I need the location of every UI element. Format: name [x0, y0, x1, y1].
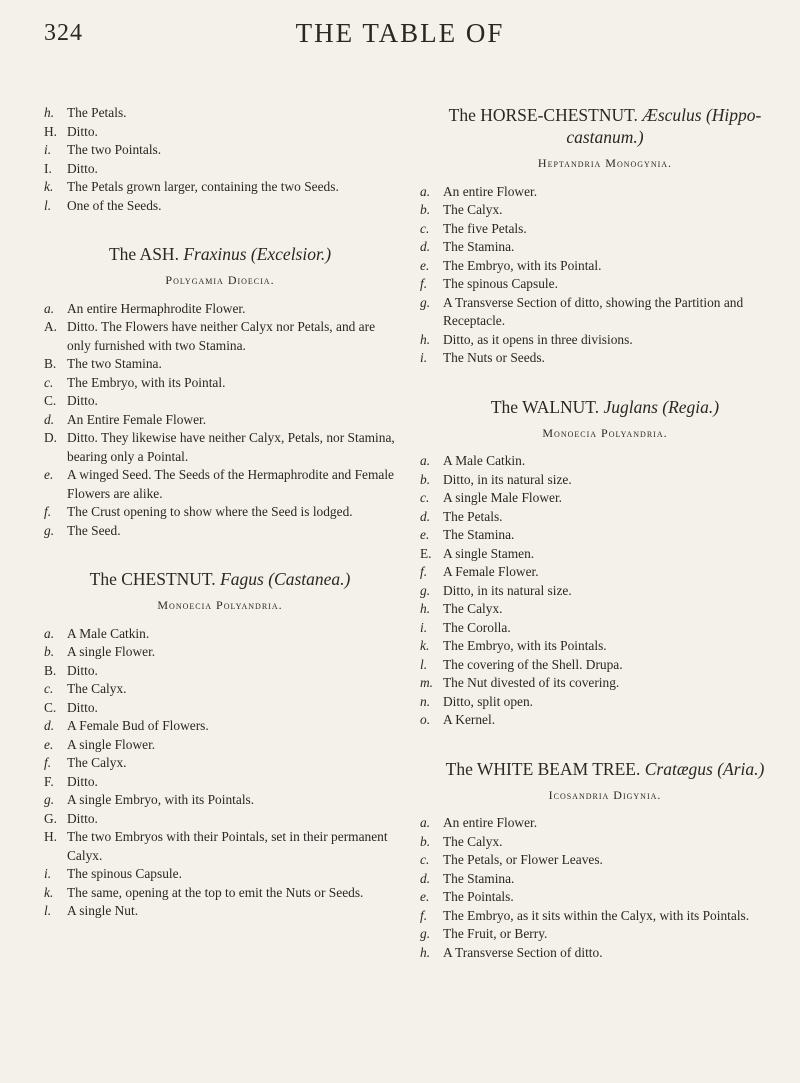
- entry-key: i.: [44, 866, 52, 881]
- entry-text: The Stamina.: [443, 239, 515, 254]
- entry-text: The Corolla.: [443, 619, 511, 635]
- list-item: [44, 178, 396, 197]
- list-item: [44, 466, 396, 503]
- entry-key: h.: [420, 331, 431, 347]
- entry-key: m.: [420, 675, 434, 690]
- entry-key: d.: [44, 411, 55, 427]
- entry-text: The Stamina.: [443, 870, 515, 886]
- entry-text: The Nut divested of its covering.: [443, 675, 620, 690]
- entry-text: A Female Bud of Flowers.: [67, 718, 209, 733]
- list-item: [420, 563, 790, 582]
- ash-latin: Fraxinus (Excelsior.): [183, 244, 332, 264]
- list-item: [420, 294, 790, 331]
- list-item: [44, 736, 396, 755]
- section-title-white-beam: [420, 758, 790, 780]
- entry-text: Ditto, as it opens in three divisions.: [443, 331, 633, 347]
- entry-key: h.: [44, 105, 55, 120]
- entry-text: A Female Flower.: [443, 564, 539, 579]
- whitebeam-latin: Cratægus (Aria.): [644, 758, 765, 779]
- section-title-chestnut: [44, 568, 396, 590]
- entry-text: The Crust opening to show where the Seed is lodged.: [67, 504, 353, 519]
- list-item: [44, 625, 396, 644]
- entry-key: k.: [44, 884, 54, 900]
- entry-text: The Nuts or Seeds.: [443, 350, 545, 365]
- entry-key: C.: [44, 393, 57, 408]
- chestnut-latin: Fagus (Castanea.): [220, 569, 351, 589]
- list-item: [420, 183, 790, 202]
- entry-key: a.: [420, 815, 431, 830]
- horse-latin: Æsculus (Hippo-castanum.): [566, 105, 762, 147]
- entry-key: e.: [44, 467, 54, 482]
- ash-class: Polygamia Dioecia.: [165, 273, 275, 287]
- entry-key: b.: [420, 471, 431, 487]
- entry-text: The Petals.: [443, 508, 503, 524]
- section-title-walnut: [420, 396, 790, 418]
- list-item: [420, 674, 790, 693]
- list-item: [420, 833, 790, 852]
- list-item: [420, 257, 790, 276]
- list-item: [44, 643, 396, 662]
- entry-text: The Petals grown larger, containing the two Seeds.: [67, 179, 339, 194]
- entry-key: c.: [420, 490, 430, 505]
- entry-text: A single Flower.: [67, 736, 156, 752]
- entry-text: The two Embryos with their Pointals, set in their permanent Calyx.: [67, 829, 388, 863]
- list-item: [44, 197, 396, 216]
- entry-key: g.: [420, 294, 431, 310]
- entry-key: H.: [44, 829, 58, 844]
- list-item: [420, 201, 790, 220]
- list-item: [420, 851, 790, 870]
- entry-key: c.: [420, 852, 430, 867]
- running-head: THE TABLE OF: [295, 18, 505, 48]
- entry-text: Ditto.: [67, 773, 98, 789]
- list-item: [44, 902, 396, 921]
- entry-key: b.: [420, 833, 431, 849]
- list-item: [420, 349, 790, 368]
- entry-key: i.: [420, 350, 428, 365]
- entry-key: f.: [420, 907, 428, 923]
- list-item: [420, 508, 790, 527]
- list-item: [420, 275, 790, 294]
- entry-key: l.: [420, 656, 428, 672]
- entry-text: Ditto. The Flowers have neither Calyx nor Petals, and are only furnished with two Stamina.: [67, 319, 376, 353]
- entry-key: B.: [44, 662, 57, 678]
- entry-text: The Embryo, as it sits within the Calyx, with its Pointals.: [443, 907, 750, 923]
- list-item: [420, 711, 790, 730]
- entry-key: D.: [44, 430, 58, 445]
- walnut-class: Monoecia Polyandria.: [542, 425, 668, 440]
- entry-key: i.: [44, 142, 52, 157]
- list-item: [420, 656, 790, 675]
- entry-text: The Embryo, with its Pointal.: [443, 257, 602, 273]
- entry-text: Ditto.: [67, 160, 98, 176]
- list-item: [420, 526, 790, 545]
- entry-text: A single Male Flower.: [443, 490, 563, 505]
- entry-text: The Seed.: [67, 522, 121, 538]
- entry-text: An entire Flower.: [443, 815, 538, 830]
- list-item: [44, 392, 396, 411]
- list-item: [44, 411, 396, 430]
- list-item: [420, 814, 790, 833]
- entry-key: e.: [420, 257, 430, 273]
- entry-key: H.: [44, 123, 58, 139]
- list-item: [44, 522, 396, 541]
- ash-list: [44, 300, 396, 541]
- entry-key: f.: [420, 276, 428, 291]
- entry-text: A Kernel.: [443, 712, 496, 727]
- chestnut-class: Monoecia Polyandria.: [157, 598, 283, 612]
- entry-key: n.: [420, 693, 431, 709]
- entry-key: d.: [44, 718, 55, 733]
- entry-key: h.: [420, 944, 431, 960]
- whitebeam-name: The WHITE BEAM TREE.: [445, 758, 641, 779]
- walnut-list: [420, 452, 790, 730]
- entry-text: The covering of the Shell. Drupa.: [443, 656, 623, 672]
- entry-key: e.: [420, 527, 430, 542]
- list-item: [44, 503, 396, 522]
- right-column: [420, 104, 790, 962]
- list-item: [420, 220, 790, 239]
- list-item: [44, 318, 396, 355]
- list-item: [44, 374, 396, 393]
- list-item: [420, 545, 790, 564]
- chestnut-list: [44, 625, 396, 921]
- list-item: [44, 884, 396, 903]
- entry-key: k.: [420, 638, 430, 653]
- entry-text: The two Stamina.: [67, 356, 162, 371]
- list-item: [420, 452, 790, 471]
- walnut-name: The WALNUT.: [490, 396, 600, 417]
- list-item: [420, 489, 790, 508]
- list-item: [420, 238, 790, 257]
- entry-text: The Calyx.: [67, 681, 127, 696]
- entry-text: Ditto.: [67, 123, 98, 139]
- entry-key: g.: [44, 522, 55, 538]
- entry-text: Ditto. They likewise have neither Calyx, Petals, nor Stamina, bearing only a Pointal.: [67, 430, 395, 464]
- entry-key: d.: [420, 239, 431, 254]
- entry-key: g.: [420, 926, 431, 941]
- entry-text: A single Nut.: [67, 903, 139, 918]
- entry-key: d.: [420, 508, 431, 524]
- list-item: [44, 123, 396, 142]
- list-item: [420, 944, 790, 963]
- entry-text: The Fruit, or Berry.: [443, 926, 548, 941]
- list-item: [44, 828, 396, 865]
- entry-text: A single Stamen.: [443, 545, 535, 561]
- list-item: [44, 717, 396, 736]
- entry-text: The Calyx.: [443, 833, 503, 849]
- entry-text: A winged Seed. The Seeds of the Hermaphrodite and Female Flowers are alike.: [67, 467, 394, 501]
- entry-text: A Male Catkin.: [443, 453, 526, 468]
- list-item: [44, 355, 396, 374]
- list-item: [44, 791, 396, 810]
- list-item: [44, 810, 396, 829]
- list-item: [44, 865, 396, 884]
- entry-text: A single Embryo, with its Pointals.: [67, 792, 255, 807]
- entry-key: I.: [44, 160, 52, 176]
- intro-list: [44, 104, 396, 215]
- entry-text: The spinous Capsule.: [67, 866, 182, 881]
- list-item: [44, 699, 396, 718]
- entry-text: The Embryo, with its Pointal.: [67, 374, 226, 390]
- entry-key: G.: [44, 810, 58, 826]
- list-item: [44, 160, 396, 179]
- entry-text: An entire Flower.: [443, 183, 538, 199]
- list-item: [44, 680, 396, 699]
- entry-key: l.: [44, 903, 52, 918]
- entry-text: The Calyx.: [67, 755, 127, 770]
- list-item: [44, 300, 396, 319]
- list-item: [420, 471, 790, 490]
- entry-text: Ditto, split open.: [443, 693, 534, 709]
- entry-text: A Transverse Section of ditto, showing the Partition and Receptacle.: [443, 294, 744, 328]
- entry-key: l.: [44, 197, 52, 213]
- entry-key: B.: [44, 356, 57, 371]
- entry-key: a.: [44, 625, 55, 641]
- entry-text: Ditto.: [67, 699, 98, 715]
- entry-text: Ditto.: [67, 393, 98, 408]
- entry-key: b.: [44, 644, 55, 659]
- whitebeam-list: [420, 814, 790, 962]
- entry-key: a.: [44, 300, 55, 316]
- list-item: [44, 662, 396, 681]
- list-item: [44, 429, 396, 466]
- entry-key: g.: [420, 582, 431, 598]
- list-item: [44, 754, 396, 773]
- entry-key: e.: [420, 889, 430, 904]
- list-item: [420, 619, 790, 638]
- entry-key: h.: [420, 601, 431, 616]
- entry-key: g.: [44, 792, 55, 807]
- entry-text: The five Petals.: [443, 220, 527, 236]
- entry-text: The Calyx.: [443, 202, 503, 217]
- page-number: 324: [44, 20, 83, 46]
- entry-key: a.: [420, 183, 431, 199]
- entry-text: One of the Seeds.: [67, 197, 162, 213]
- entry-key: c.: [44, 374, 54, 390]
- list-item: [44, 773, 396, 792]
- entry-text: Ditto.: [67, 810, 98, 826]
- horse-name: The HORSE-CHESTNUT.: [448, 105, 638, 125]
- list-item: [420, 331, 790, 350]
- entry-key: f.: [420, 564, 428, 579]
- entry-key: a.: [420, 453, 431, 468]
- entry-text: A Male Catkin.: [67, 625, 150, 641]
- entry-key: d.: [420, 870, 431, 886]
- whitebeam-class: Icosandria Digynia.: [548, 787, 662, 802]
- entry-key: b.: [420, 202, 431, 217]
- entry-text: The Petals.: [67, 105, 127, 120]
- list-item: [420, 888, 790, 907]
- entry-text: The Pointals.: [443, 889, 514, 904]
- list-item: [420, 600, 790, 619]
- horse-list: [420, 183, 790, 368]
- entry-key: E.: [420, 545, 432, 561]
- entry-text: Ditto.: [67, 662, 98, 678]
- entry-key: i.: [420, 619, 428, 635]
- entry-key: k.: [44, 179, 54, 194]
- entry-key: F.: [44, 773, 54, 789]
- entry-text: A Transverse Section of ditto.: [443, 944, 603, 960]
- list-item: [44, 104, 396, 123]
- list-item: [420, 693, 790, 712]
- horse-class: Heptandria Monogynia.: [537, 156, 673, 170]
- entry-text: A single Flower.: [67, 644, 156, 659]
- entry-text: The Stamina.: [443, 527, 515, 542]
- walnut-latin: Juglans (Regia.): [603, 396, 720, 417]
- entry-key: A.: [44, 319, 58, 334]
- left-column: [44, 104, 396, 921]
- entry-key: f.: [44, 755, 52, 770]
- entry-key: e.: [44, 736, 54, 752]
- entry-text: Ditto, in its natural size.: [443, 471, 572, 487]
- entry-text: The Embryo, with its Pointals.: [443, 638, 607, 653]
- entry-text: The two Pointals.: [67, 142, 162, 157]
- entry-key: o.: [420, 712, 431, 727]
- section-title-horse-chestnut: [420, 104, 790, 148]
- entry-text: The Petals, or Flower Leaves.: [443, 852, 603, 867]
- list-item: [420, 637, 790, 656]
- section-title-ash: [44, 243, 396, 265]
- list-item: [420, 907, 790, 926]
- entry-key: f.: [44, 504, 52, 519]
- list-item: [44, 141, 396, 160]
- entry-text: Ditto, in its natural size.: [443, 582, 572, 598]
- page-header: [0, 14, 800, 54]
- entry-text: The spinous Capsule.: [443, 276, 558, 291]
- entry-text: An entire Hermaphrodite Flower.: [67, 300, 246, 316]
- entry-text: The Calyx.: [443, 601, 503, 616]
- entry-key: C.: [44, 699, 57, 715]
- ash-name: The ASH.: [108, 244, 179, 264]
- list-item: [420, 582, 790, 601]
- entry-key: c.: [44, 681, 54, 696]
- list-item: [420, 870, 790, 889]
- entry-text: An Entire Female Flower.: [67, 411, 207, 427]
- entry-text: The same, opening at the top to emit the Nuts or Seeds.: [67, 884, 364, 900]
- chestnut-name: The CHESTNUT.: [89, 569, 216, 589]
- entry-key: c.: [420, 220, 430, 236]
- list-item: [420, 925, 790, 944]
